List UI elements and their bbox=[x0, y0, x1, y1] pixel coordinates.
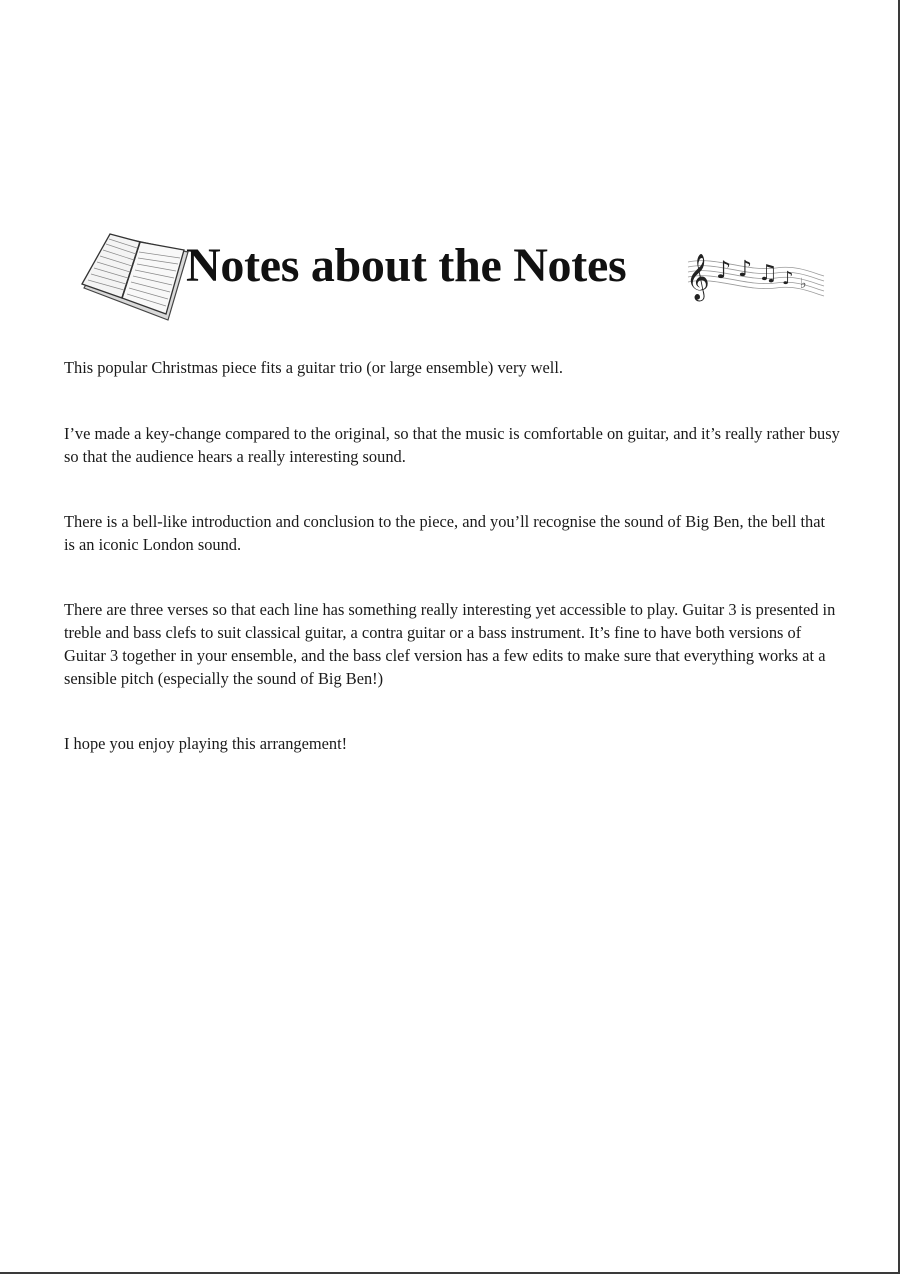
svg-text:𝄞: 𝄞 bbox=[686, 254, 710, 300]
page-header bbox=[78, 228, 838, 328]
treble-clef-notes-icon bbox=[686, 242, 826, 304]
svg-text:♪: ♪ bbox=[716, 256, 732, 284]
svg-text:♭: ♭ bbox=[800, 276, 807, 292]
paragraph-bell-intro: There is a bell-like introduction and conclusion to the piece, and you’ll recognise the sound of Big Ben, the bell that is an iconic London sound. bbox=[64, 512, 826, 554]
svg-text:♪: ♪ bbox=[782, 268, 794, 289]
paragraph-key-change: I’ve made a key-change compared to the original, so that the music is comfortable on guitar, and it’s really rather busy so that the audience hears a really interesting sound. bbox=[64, 424, 840, 466]
paragraph-closing: I hope you enjoy playing this arrangement! bbox=[64, 734, 348, 753]
page-title: Notes about the Notes bbox=[186, 239, 627, 292]
open-book-icon bbox=[78, 232, 190, 322]
paragraph-intro: This popular Christmas piece fits a guitar trio (or large ensemble) very well. bbox=[64, 358, 564, 377]
svg-text:♪: ♪ bbox=[738, 257, 753, 282]
svg-text:♫: ♫ bbox=[758, 261, 778, 286]
paragraph-verses: There are three verses so that each line has something really interesting yet accessible to play. Guitar 3 is presented in treble and bass clefs to suit classical guitar, a contra guitar or a bass instrument. It’s fine to have both versions of Guitar 3 together in your ensemble, and the bass clef version has a few edits to make sure that everything works at a sensible pitch (especially the sound of Big Ben!) bbox=[64, 600, 836, 688]
